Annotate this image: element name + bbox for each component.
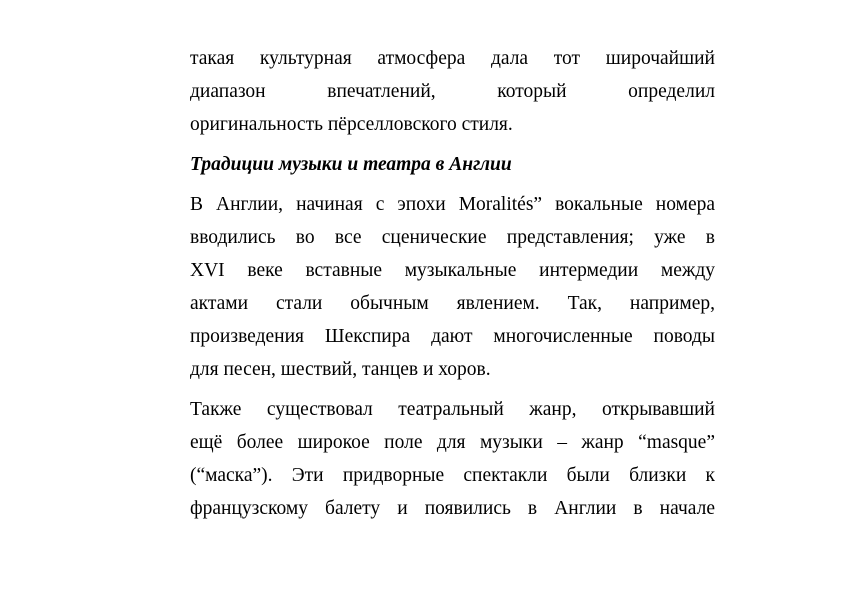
paragraph-line: вводились во все сценические представления; уже в: [190, 227, 715, 248]
paragraph-line: актами стали обычным явлением. Так, например,: [190, 293, 715, 314]
paragraph-2: [190, 188, 715, 386]
paragraph-line: французскому балету и появились в Англии в начале: [190, 498, 715, 519]
paragraph-line: такая культурная атмосфера дала тот широчайший: [190, 48, 715, 69]
paragraph-line: В Англии, начиная с эпохи Moralités” вокальные номера: [190, 194, 715, 215]
document-body: [190, 42, 715, 525]
paragraph-line: (“маска”). Эти придворные спектакли были близки к: [190, 465, 715, 486]
paragraph-line: Также существовал театральный жанр, открывавший: [190, 399, 715, 420]
paragraph-line: оригинальность пёрселловского стиля.: [190, 114, 513, 135]
paragraph-line: произведения Шекспира дают многочисленные поводы: [190, 326, 715, 347]
paragraph-3: [190, 393, 715, 525]
paragraph-line: для песен, шествий, танцев и хоров.: [190, 359, 491, 380]
paragraph-1: [190, 42, 715, 141]
paragraph-line: ещё более широкое поле для музыки – жанр “masque”: [190, 432, 715, 453]
paragraph-line: диапазон впечатлений, который определил: [190, 81, 715, 102]
paragraph-line: XVI веке вставные музыкальные интермедии между: [190, 260, 715, 281]
section-heading: Традиции музыки и театра в Англии: [190, 154, 512, 175]
